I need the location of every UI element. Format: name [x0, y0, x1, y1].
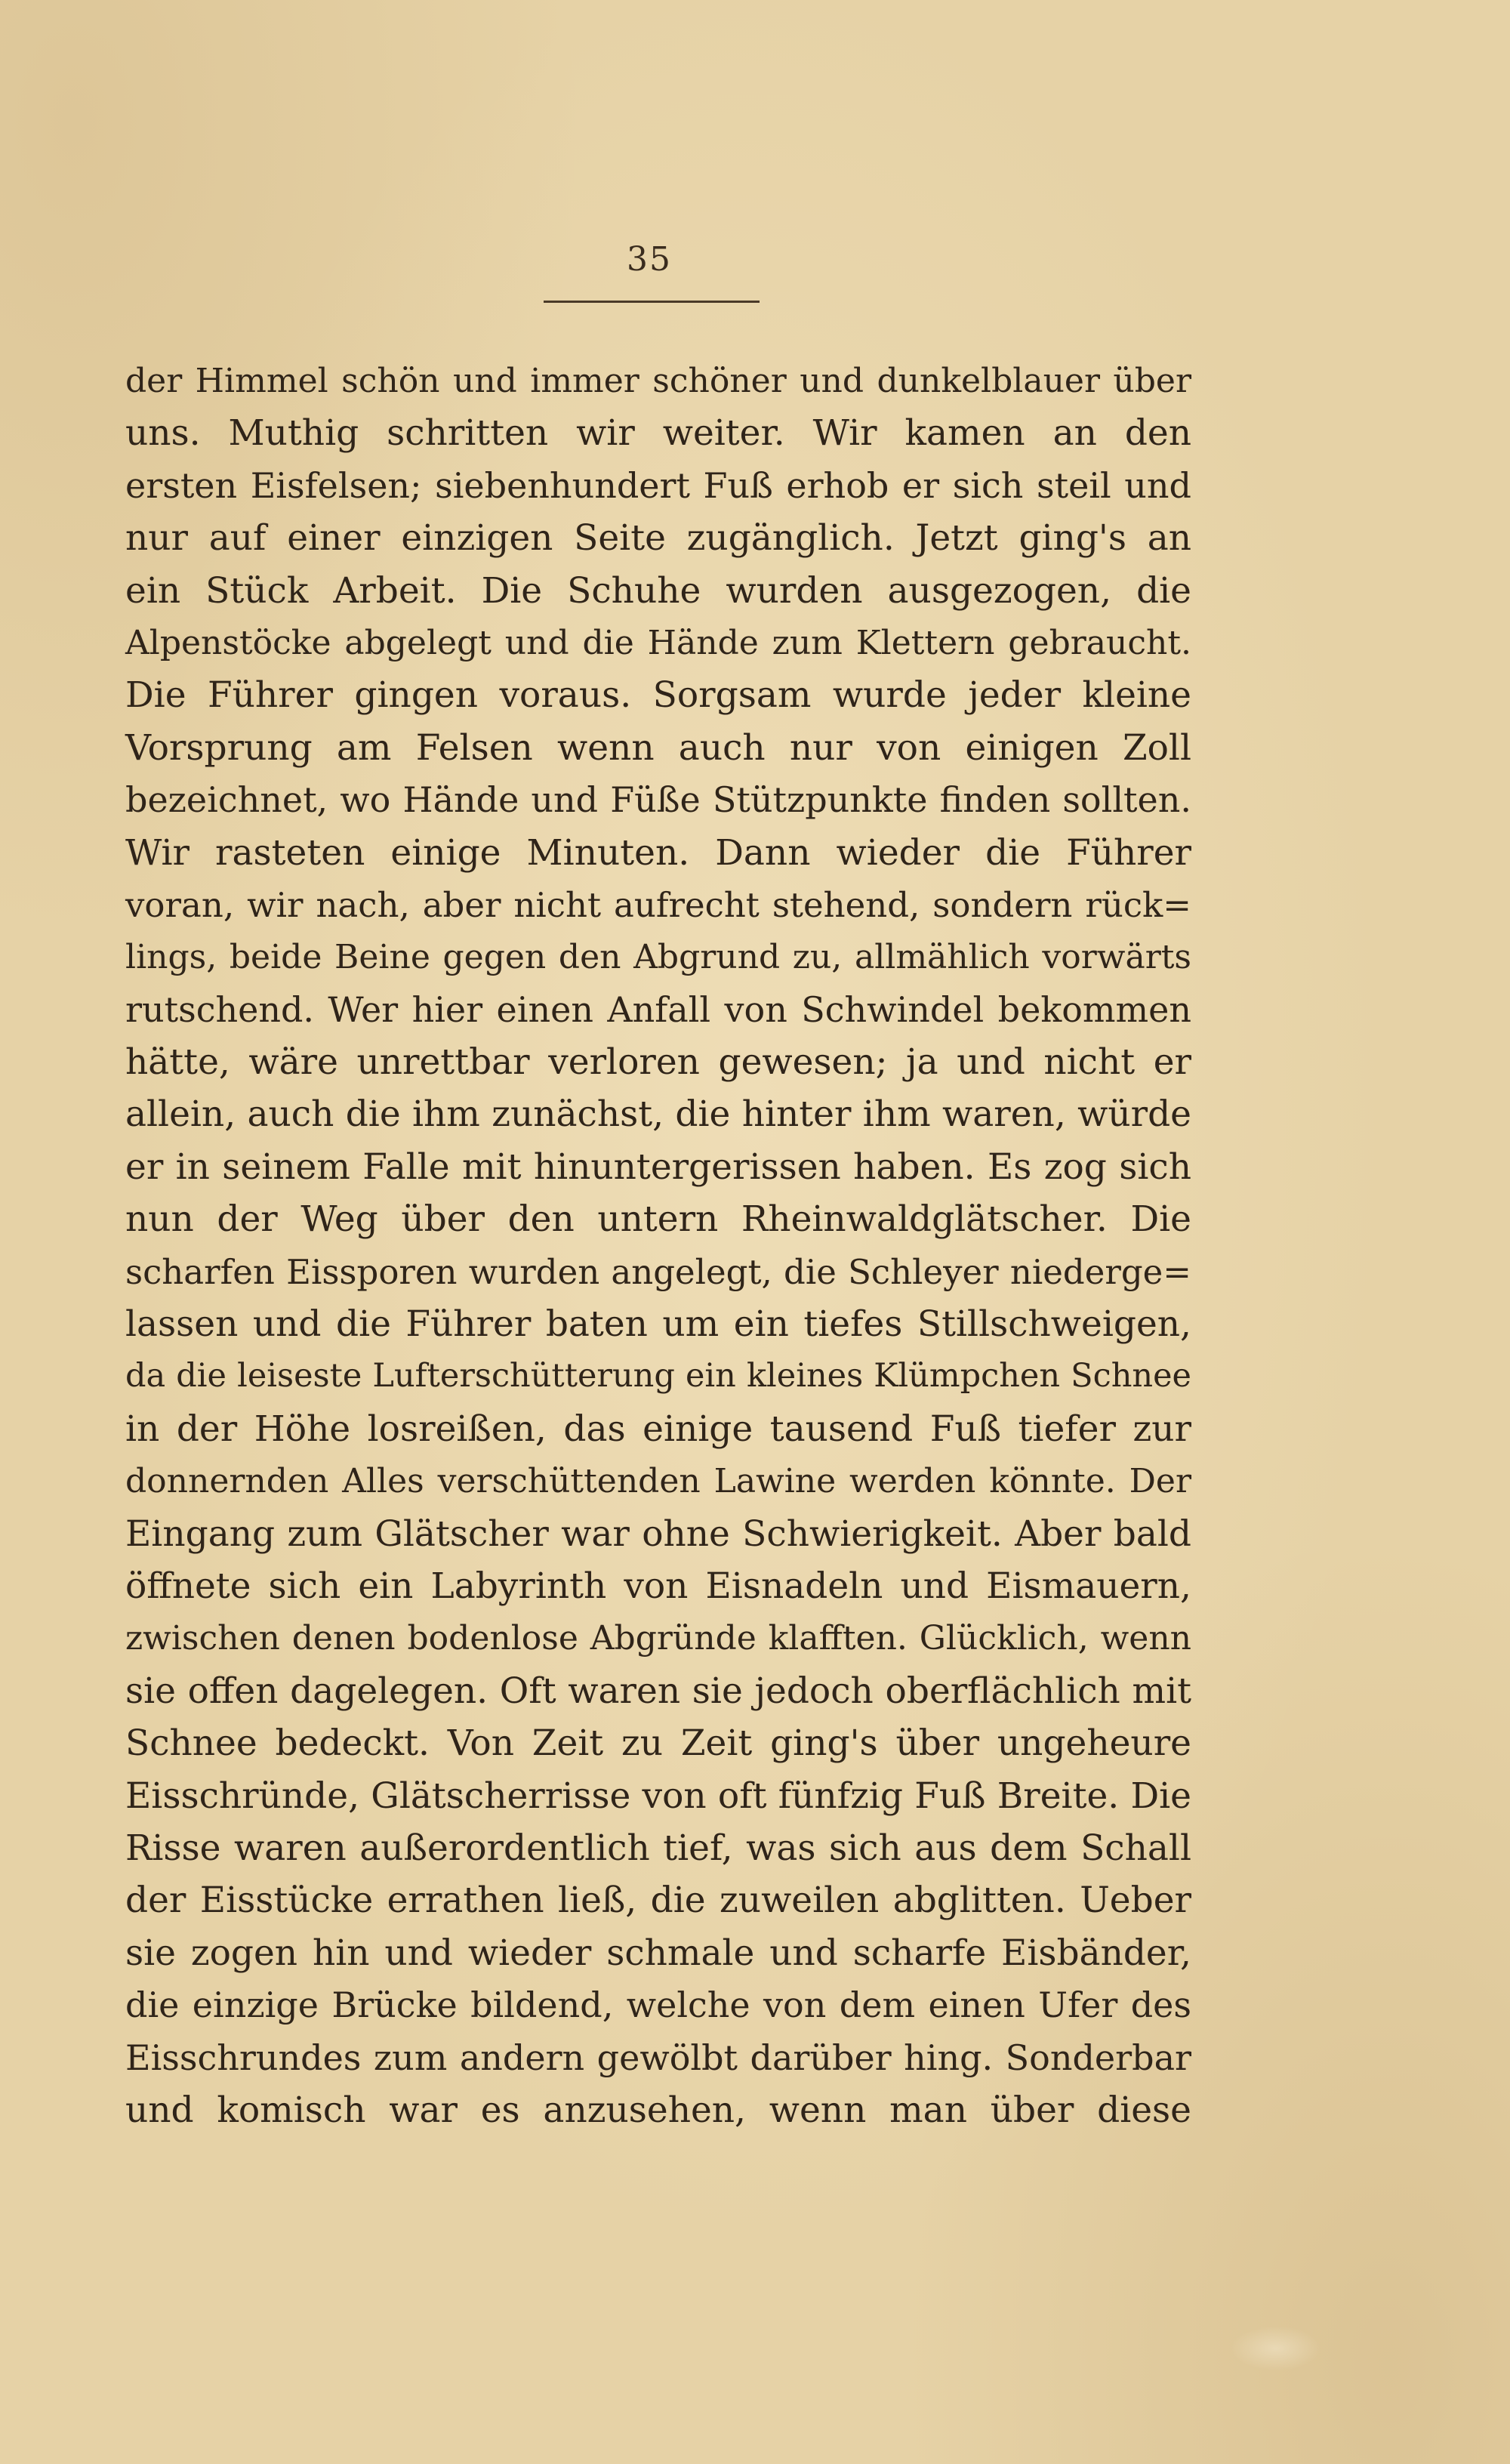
- text-line: bezeichnet, wo Hände und Füße Stützpunkte finden sollten.: [125, 779, 1191, 821]
- text-line: Eingang zum Glätscher war ohne Schwierigkeit. Aber bald: [125, 1513, 1191, 1555]
- body-text: [125, 355, 1191, 2136]
- text-line: hätte, wäre unrettbar verloren gewesen; ja und nicht er: [125, 1041, 1191, 1084]
- text-line: voran, wir nach, aber nicht aufrecht stehend, sondern rück=: [125, 884, 1191, 925]
- text-line: der Himmel schön und immer schöner und dunkelblauer über: [125, 362, 1191, 400]
- page-number: 35: [627, 240, 672, 279]
- text-line: er in seinem Falle mit hinuntergerissen haben. Es zog sich: [125, 1146, 1191, 1188]
- text-line: ein Stück Arbeit. Die Schuhe wurden ausgezogen, die: [125, 569, 1191, 612]
- text-line: und komisch war es anzusehen, wenn man über diese: [125, 2089, 1191, 2131]
- text-line: Die Führer gingen voraus. Sorgsam wurde jeder kleine: [125, 674, 1191, 717]
- text-line: Risse waren außerordentlich tief, was sich aus dem Schall: [125, 1827, 1191, 1869]
- text-line: Eisschrundes zum andern gewölbt darüber hing. Sonderbar: [125, 2037, 1191, 2078]
- text-line: lings, beide Beine gegen den Abgrund zu, allmählich vorwärts: [125, 938, 1191, 977]
- text-line: öffnete sich ein Labyrinth von Eisnadeln und Eismauern,: [125, 1565, 1191, 1607]
- text-line: die einzige Brücke bildend, welche von dem einen Ufer des: [125, 1984, 1191, 2026]
- text-line: sie zogen hin und wieder schmale und scharfe Eisbänder,: [125, 1932, 1191, 1974]
- text-line: Eisschründe, Glätscherrisse von oft fünfzig Fuß Breite. Die: [125, 1775, 1191, 1817]
- paper-smudge: [1231, 2326, 1321, 2371]
- text-line: Wir rasteten einige Minuten. Dann wieder die Führer: [125, 831, 1191, 874]
- text-line: allein, auch die ihm zunächst, die hinter ihm waren, würde: [125, 1093, 1191, 1136]
- text-line: nur auf einer einzigen Seite zugänglich. Jetzt ging's an: [125, 517, 1191, 560]
- text-line: Schnee bedeckt. Von Zeit zu Zeit ging's über ungeheure: [125, 1722, 1191, 1765]
- text-line: rutschend. Wer hier einen Anfall von Schwindel bekommen: [125, 988, 1191, 1030]
- text-line: zwischen denen bodenlose Abgründe klafften. Glücklich, wenn: [125, 1619, 1191, 1658]
- text-line: donnernden Alles verschüttenden Lawine werden könnte. Der: [125, 1462, 1191, 1501]
- text-line: der Eisstücke errathen ließ, die zuweilen abglitten. Ueber: [125, 1880, 1191, 1922]
- header-rule: [544, 301, 760, 303]
- text-line: lassen und die Führer baten um ein tiefes Stillschweigen,: [125, 1303, 1191, 1346]
- text-line: sie offen dagelegen. Oft waren sie jedoch oberflächlich mit: [125, 1670, 1191, 1712]
- text-line: nun der Weg über den untern Rheinwaldglätscher. Die: [125, 1198, 1191, 1241]
- text-line: in der Höhe losreißen, das einige tausend Fuß tiefer zur: [125, 1408, 1191, 1450]
- text-line: Vorsprung am Felsen wenn auch nur von einigen Zoll: [125, 726, 1191, 769]
- text-line: ersten Eisfelsen; siebenhundert Fuß erhob er sich steil und: [125, 464, 1191, 506]
- text-line: scharfen Eissporen wurden angelegt, die Schleyer niederge=: [125, 1251, 1191, 1292]
- text-line: da die leiseste Lufterschütterung ein kleines Klümpchen Schnee: [125, 1357, 1191, 1395]
- text-line: uns. Muthig schritten wir weiter. Wir kamen an den: [125, 412, 1191, 455]
- text-line: Alpenstöcke abgelegt und die Hände zum Klettern gebraucht.: [125, 623, 1191, 662]
